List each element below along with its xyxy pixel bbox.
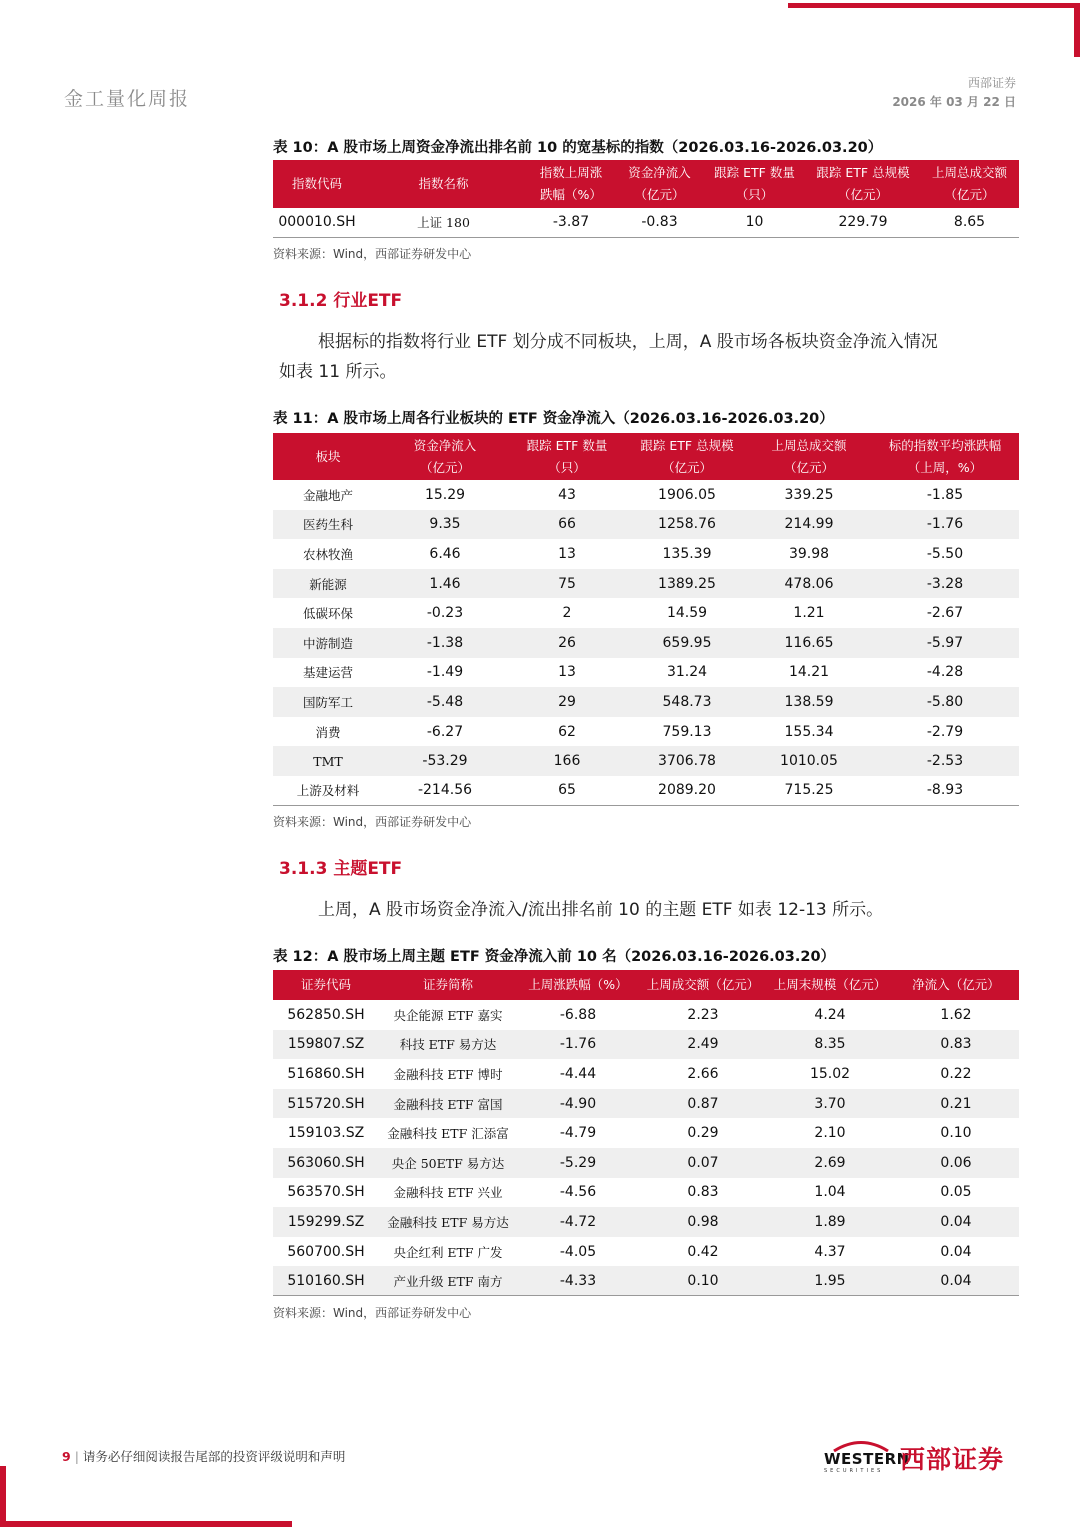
table12-cell: 金融科技 ETF 富国 [379,1089,517,1119]
table12-cell: 560700.SH [287,1243,365,1260]
table12-cell: 央企能源 ETF 嘉实 [393,1007,503,1023]
corner-decoration-top-side [1074,3,1080,57]
table11-header-4 [747,433,871,480]
table12-row [273,1237,1019,1267]
table11-header-5 [871,433,1019,480]
table10-header-0-line1: 指数代码 [291,176,342,191]
table11-cell: 中游制造 [273,628,383,658]
table11-cell: 15.29 [424,486,466,503]
table11-header-3-line1: 跟踪 ETF 总规模 [640,437,734,453]
table12-cell: 2.66 [687,1065,719,1082]
table12-header-0: 证券代码 [273,970,379,1000]
table12-cell: -4.05 [559,1243,597,1260]
table12-cell: 0.07 [639,1148,767,1178]
table11-header-1-line2: （亿元） [419,459,470,475]
table12-row [273,1148,1019,1178]
table11-row [273,746,1019,776]
table12-grid [273,970,1019,1296]
table12-cell: 0.21 [893,1089,1019,1119]
table11-header-0-line1: 板块 [315,448,341,464]
table12-cell: 0.04 [893,1207,1019,1237]
table12-cell: 科技 ETF 易方达 [379,1030,517,1060]
table12-cell: -4.56 [559,1184,597,1201]
table11-header-2-line2: （只） [548,459,586,475]
table11-cell: -53.29 [383,746,507,776]
table12-cell: -1.76 [517,1030,639,1060]
table10-cell: 上证 180 [361,208,526,237]
table11-cell: -214.56 [383,776,507,806]
table10-cell: 229.79 [806,208,920,237]
table12-cell: 0.87 [639,1089,767,1119]
section-title-industry-etf: 3.1.2 行业ETF [279,291,403,311]
table12-cell: 0.10 [940,1125,972,1142]
table11-cell: -0.23 [426,605,464,622]
table12-cell: 0.83 [687,1184,719,1201]
table11-header-4-line1: 上周总成交额 [771,437,847,453]
table11-grid [273,433,1019,806]
table12-row [273,1207,1019,1237]
table10-caption: 表 10：A 股市场上周资金净流出排名前 10 的宽基标的指数（2026.03.16-2026.03.20） [273,140,883,156]
table12-header-4: 上周末规模（亿元） [767,970,893,1000]
table10-source: 资料来源：Wind，西部证券研发中心 [273,247,472,261]
table11-header-2-line1: 跟踪 ETF 数量 [526,437,608,453]
table10-header-3 [616,160,703,208]
table11-cell: 新能源 [273,569,383,599]
table11-header-0 [273,433,383,480]
table10-grid [273,160,1019,238]
table11-cell: -1.85 [926,486,964,503]
header-info [892,74,1016,112]
table12-cell: 516860.SH [287,1065,365,1082]
table10-header-5-line2: （亿元） [837,187,888,202]
logo-chinese: 西部证券 [900,1445,1005,1474]
table11-cell: 农林牧渔 [302,546,353,562]
logo-arc-icon [826,1438,896,1452]
table12-cell: 央企红利 ETF 广发 [393,1244,503,1260]
table12-cell: 563060.SH [273,1148,379,1178]
table10-header-4-line2: （只） [735,187,774,202]
table12-cell: 515720.SH [273,1089,379,1119]
table11-cell: 166 [507,746,627,776]
table12-cell: 4.37 [814,1243,846,1260]
table10-header-2-line2: 跌幅（%） [540,187,602,202]
table11-row [273,776,1019,806]
theme-para: 上周，A 股市场资金净流入/流出排名前 10 的主题 ETF 如表 12-13 所示。 [318,900,884,920]
table10-header-2-line1: 指数上周涨 [539,165,603,180]
table12-cell: -6.88 [559,1006,597,1023]
table11-cell: -8.93 [871,776,1019,806]
table11-cell: 13 [558,664,576,681]
table11-source: 资料来源：Wind，西部证券研发中心 [273,815,472,829]
table12-caption: 表 12：A 股市场上周主题 ETF 资金净流入前 10 名（2026.03.16-2026.03.20） [273,949,836,965]
table11-cell: 65 [507,776,627,806]
table11-cell: 消费 [315,724,341,740]
table11-cell: 14.59 [666,605,708,622]
table11-cell: -6.27 [426,723,464,740]
section-title-theme-etf: 3.1.3 主题ETF [279,859,403,879]
table10-header-6 [920,160,1019,208]
table11-cell: 26 [507,628,627,658]
table11-header-1-line1: 资金净流入 [413,437,477,453]
table12-cell: 金融科技 ETF 兴业 [393,1185,503,1201]
report-date: 2026 年 03 月 22 日 [892,95,1016,109]
footer-disclaimer: 请务必仔细阅读报告尾部的投资评级说明和声明 [82,1449,346,1464]
table11-cell: 155.34 [784,723,834,740]
table11-cell: 9.35 [383,510,507,540]
table12-cell: 2.10 [814,1125,846,1142]
table11-cell: 1010.05 [747,746,871,776]
table12-row [273,1030,1019,1060]
table11-header-1 [383,433,507,480]
table11-cell: -1.49 [426,664,464,681]
table12 [273,970,1019,1296]
table12-cell: 金融科技 ETF 博时 [393,1066,503,1082]
table11-row [273,658,1019,688]
table11-cell: 14.21 [788,664,830,681]
table11-cell: 339.25 [784,486,834,503]
table12-header-3: 上周成交额（亿元） [639,970,767,1000]
table12-cell: 0.04 [940,1243,972,1260]
table10-header-row [273,160,1019,208]
table12-cell: 产业升级 ETF 南方 [379,1266,517,1296]
table11-cell: 659.95 [627,628,747,658]
table11-row [273,598,1019,628]
table10 [273,160,1019,238]
table12-row [273,1266,1019,1296]
table12-cell: 510160.SH [273,1266,379,1296]
table10-header-6-line1: 上周总成交额 [931,165,1007,180]
table10-header-2 [526,160,616,208]
table11-caption: 表 11：A 股市场上周各行业板块的 ETF 资金净流入（2026.03.16-2026.03.20） [273,411,834,427]
company-logo [824,1440,910,1474]
report-name: 金工量化周报 [64,88,191,110]
table12-cell: 2.69 [767,1148,893,1178]
table12-cell: 8.35 [767,1030,893,1060]
table12-row [273,1178,1019,1208]
table11-row [273,628,1019,658]
table11-cell: -1.38 [383,628,507,658]
table12-cell: 159299.SZ [273,1207,379,1237]
table10-header-0 [273,160,361,208]
table12-cell: 0.42 [687,1243,719,1260]
table11-cell: 上游及材料 [273,776,383,806]
table11-cell: -5.48 [383,687,507,717]
table10-header-4-line1: 跟踪 ETF 数量 [714,165,795,180]
table12-cell: 0.29 [687,1125,719,1142]
table10-cell: 8.65 [920,208,1019,237]
table10-header-6-line2: （亿元） [944,187,995,202]
table11-cell: 116.65 [747,628,871,658]
corner-decoration-bottom-side [0,1466,6,1527]
table12-cell: -4.44 [559,1065,597,1082]
corner-decoration-top [788,3,1080,8]
table10-header-5-line1: 跟踪 ETF 总规模 [816,165,910,180]
table11-cell: 43 [558,486,576,503]
table11 [273,433,1019,806]
industry-para-line1: 根据标的指数将行业 ETF 划分成不同板块，上周，A 股市场各板块资金净流入情况 [318,332,938,352]
table11-cell: -2.67 [926,605,964,622]
page-number: 9 [62,1449,71,1464]
table11-header-4-line2: （亿元） [783,459,834,475]
table12-cell: 央企 50ETF 易方达 [379,1148,517,1178]
table11-header-3-line2: （亿元） [661,459,712,475]
table11-cell: 基建运营 [302,665,353,681]
table11-cell: 1906.05 [658,486,716,503]
table12-cell: -4.79 [559,1125,597,1142]
table10-row [273,208,1019,237]
table12-cell: 1.04 [814,1184,846,1201]
table12-cell: 159807.SZ [273,1030,379,1060]
table12-header-1: 证券简称 [379,970,517,1000]
table11-cell: 6.46 [429,545,461,562]
table11-header-3 [627,433,747,480]
table11-cell: 1.46 [383,569,507,599]
table11-cell: 715.25 [747,776,871,806]
table11-cell: 31.24 [666,664,708,681]
table10-cell: 10 [703,208,806,237]
table11-cell: 478.06 [747,569,871,599]
table11-row [273,687,1019,717]
table12-cell: 1.62 [940,1006,972,1023]
table12-cell: 0.22 [940,1065,972,1082]
table12-cell: 0.98 [639,1207,767,1237]
table10-cell: 000010.SH [273,208,361,237]
table11-cell: 214.99 [747,510,871,540]
logo-english: WESTERN [824,1450,910,1468]
table12-cell: 0.06 [893,1148,1019,1178]
table11-cell: 1.21 [793,605,825,622]
table12-cell: -5.29 [517,1148,639,1178]
table11-cell: -4.28 [926,664,964,681]
table12-header-2: 上周涨跌幅（%） [517,970,639,1000]
table12-cell: 0.83 [893,1030,1019,1060]
table12-source: 资料来源：Wind，西部证券研发中心 [273,1306,472,1320]
table11-cell: 1258.76 [627,510,747,540]
table12-cell: 15.02 [809,1065,851,1082]
table11-row [273,510,1019,540]
table11-row [273,480,1019,510]
table11-cell: -5.50 [926,545,964,562]
table11-cell: 39.98 [788,545,830,562]
table11-cell: 2 [562,605,572,622]
table10-cell: -3.87 [526,208,616,237]
table11-cell: 医药生科 [273,510,383,540]
table10-header-1 [361,160,526,208]
table11-cell: 62 [558,723,576,740]
table12-cell: 0.10 [639,1266,767,1296]
table11-cell: 1389.25 [627,569,747,599]
table12-cell: 0.04 [893,1266,1019,1296]
table10-cell: -0.83 [616,208,703,237]
table11-cell: -5.80 [871,687,1019,717]
table11-cell: 2089.20 [627,776,747,806]
table11-cell: 759.13 [662,723,712,740]
table12-header-row [273,970,1019,1000]
logo-subtext: SECURITIES [824,1468,884,1474]
table11-header-row [273,433,1019,480]
table11-row [273,569,1019,599]
table11-cell: 138.59 [747,687,871,717]
table11-cell: 国防军工 [273,687,383,717]
table11-cell: -1.76 [871,510,1019,540]
table12-cell: 金融科技 ETF 汇添富 [387,1126,509,1142]
table12-cell: -4.33 [517,1266,639,1296]
table12-cell: 3.70 [767,1089,893,1119]
table12-cell: 1.89 [767,1207,893,1237]
table10-header-4 [703,160,806,208]
table11-header-2 [507,433,627,480]
table12-row [273,1000,1019,1030]
table12-cell: 563570.SH [287,1184,365,1201]
table11-cell: 29 [507,687,627,717]
table11-cell: -2.79 [926,723,964,740]
table10-header-3-line2: （亿元） [634,187,685,202]
table12-cell: 2.49 [639,1030,767,1060]
table12-cell: 金融科技 ETF 易方达 [379,1207,517,1237]
table10-header-1-line1: 指数名称 [418,176,469,191]
table11-row [273,717,1019,747]
corner-decoration-bottom [0,1521,292,1527]
table11-cell: 75 [507,569,627,599]
table11-cell: TMT [273,746,383,776]
footer: 9 | 请务必仔细阅读报告尾部的投资评级说明和声明 [62,1449,346,1464]
table11-cell: -3.28 [871,569,1019,599]
table11-cell: 金融地产 [302,487,353,503]
table10-header-3-line1: 资金净流入 [628,165,691,180]
table11-cell: 低碳环保 [302,606,353,622]
table12-cell: 0.05 [940,1184,972,1201]
table12-header-5: 净流入（亿元） [893,970,1019,1000]
table11-cell: 13 [558,545,576,562]
table12-cell: 1.95 [767,1266,893,1296]
table11-cell: 135.39 [662,545,712,562]
table12-cell: 159103.SZ [287,1125,365,1142]
table11-cell: 66 [507,510,627,540]
table12-cell: -4.72 [517,1207,639,1237]
company-name: 西部证券 [967,76,1016,90]
table12-row [273,1118,1019,1148]
table12-row [273,1059,1019,1089]
table11-cell: -2.53 [871,746,1019,776]
table12-cell: 562850.SH [287,1006,365,1023]
table11-header-5-line1: 标的指数平均涨跌幅 [888,437,1002,453]
table11-cell: -5.97 [871,628,1019,658]
table11-cell: 548.73 [627,687,747,717]
table11-header-5-line2: （上周，%） [907,459,983,475]
table12-cell: 2.23 [687,1006,719,1023]
table12-row [273,1089,1019,1119]
table10-header-5 [806,160,920,208]
industry-para-line2: 如表 11 所示。 [279,362,397,382]
table12-cell: -4.90 [517,1089,639,1119]
table11-cell: 3706.78 [627,746,747,776]
table12-cell: 4.24 [814,1006,846,1023]
table11-row [273,539,1019,569]
